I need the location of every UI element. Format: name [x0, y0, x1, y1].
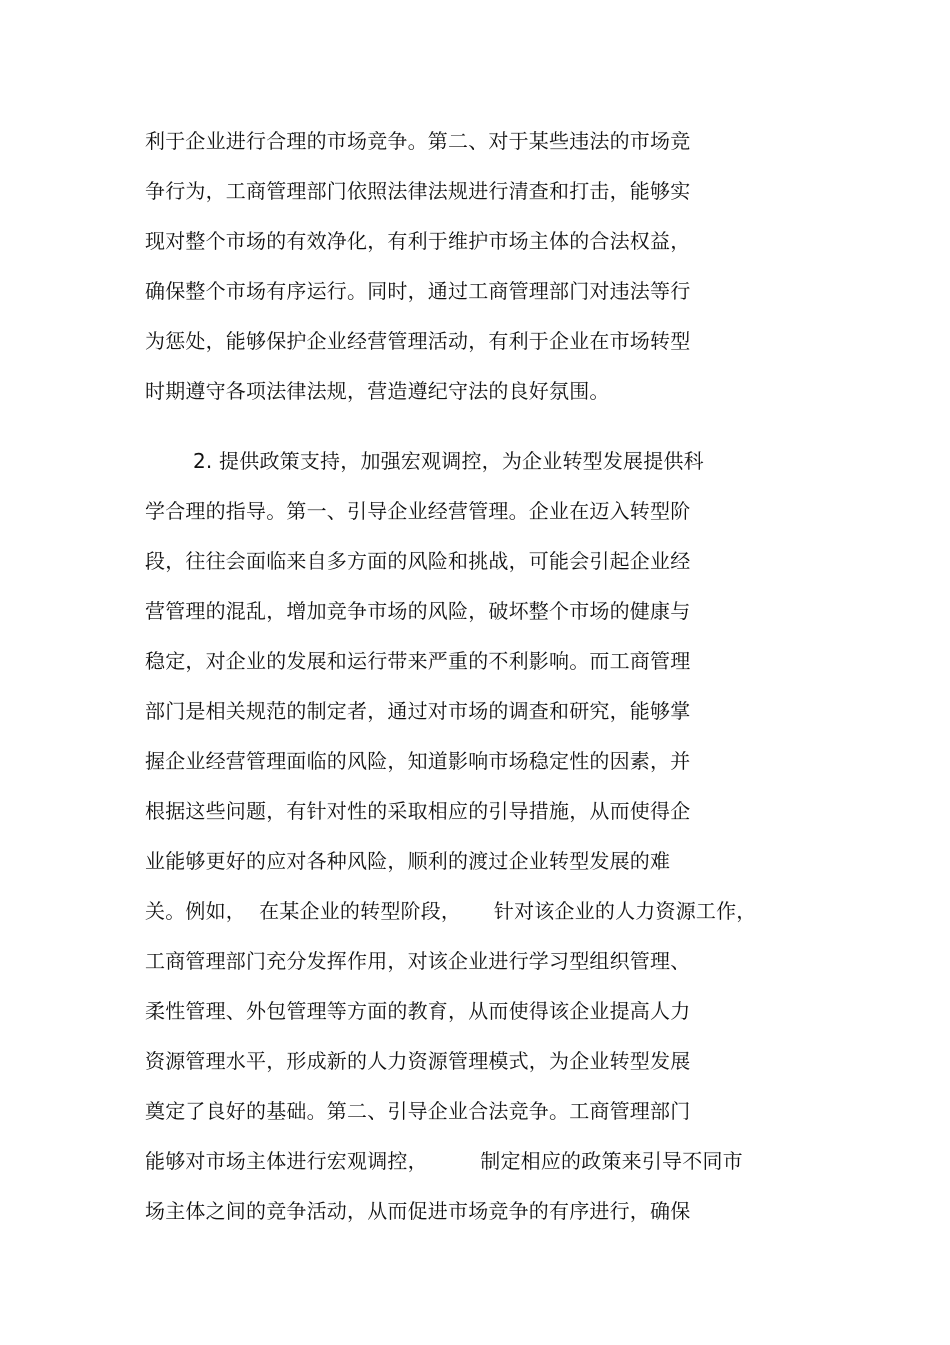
- text-line: 稳定，对企业的发展和运行带来严重的不利影响。而工商管理: [145, 649, 691, 673]
- text-line: 业能够更好的应对各种风险，顺利的渡过企业转型发展的难: [145, 849, 671, 873]
- text-line: 学合理的指导。第一、引导企业经营管理。企业在迈入转型阶: [145, 499, 691, 523]
- text-line: 利于企业进行合理的市场竞争。第二、对于某些违法的市场竞: [145, 129, 691, 153]
- text-line: 握企业经营管理面临的风险，知道影响市场稳定性的因素，并: [145, 749, 691, 773]
- text-line: 工商管理部门充分发挥作用，对该企业进行学习型组织管理、: [145, 949, 691, 973]
- text-line: 为惩处，能够保护企业经营管理活动，有利于企业在市场转型: [145, 329, 691, 353]
- text-line: 现对整个市场的有效净化，有利于维护市场主体的合法权益，: [145, 229, 691, 253]
- text-line: 资源管理水平，形成新的人力资源管理模式，为企业转型发展: [145, 1049, 691, 1073]
- text-line: 能够对市场主体进行宏观调控， 制定相应的政策来引导不同市: [145, 1149, 743, 1173]
- text-line: 段，往往会面临来自多方面的风险和挑战，可能会引起企业经: [145, 549, 691, 573]
- text-line: 场主体之间的竞争活动，从而促进市场竞争的有序进行，确保: [145, 1199, 691, 1223]
- text-line: 争行为，工商管理部门依照法律法规进行清查和打击，能够实: [145, 179, 691, 203]
- text-line: 柔性管理、外包管理等方面的教育，从而使得该企业提高人力: [145, 999, 691, 1023]
- paragraph-heading-line: 2. 提供政策支持，加强宏观调控，为企业转型发展提供科: [193, 449, 704, 473]
- text-line: 根据这些问题，有针对性的采取相应的引导措施，从而使得企: [145, 799, 691, 823]
- text-line: 奠定了良好的基础。第二、引导企业合法竞争。工商管理部门: [145, 1099, 691, 1123]
- text-line: 部门是相关规范的制定者，通过对市场的调查和研究，能够掌: [145, 699, 691, 723]
- text-line: 营管理的混乱，增加竞争市场的风险，破坏整个市场的健康与: [145, 599, 691, 623]
- text-line: 确保整个市场有序运行。同时，通过工商管理部门对违法等行: [145, 279, 691, 303]
- text-line: 时期遵守各项法律法规，营造遵纪守法的良好氛围。: [145, 379, 610, 403]
- text-line: 关。例如， 在某企业的转型阶段， 针对该企业的人力资源工作，: [145, 899, 757, 923]
